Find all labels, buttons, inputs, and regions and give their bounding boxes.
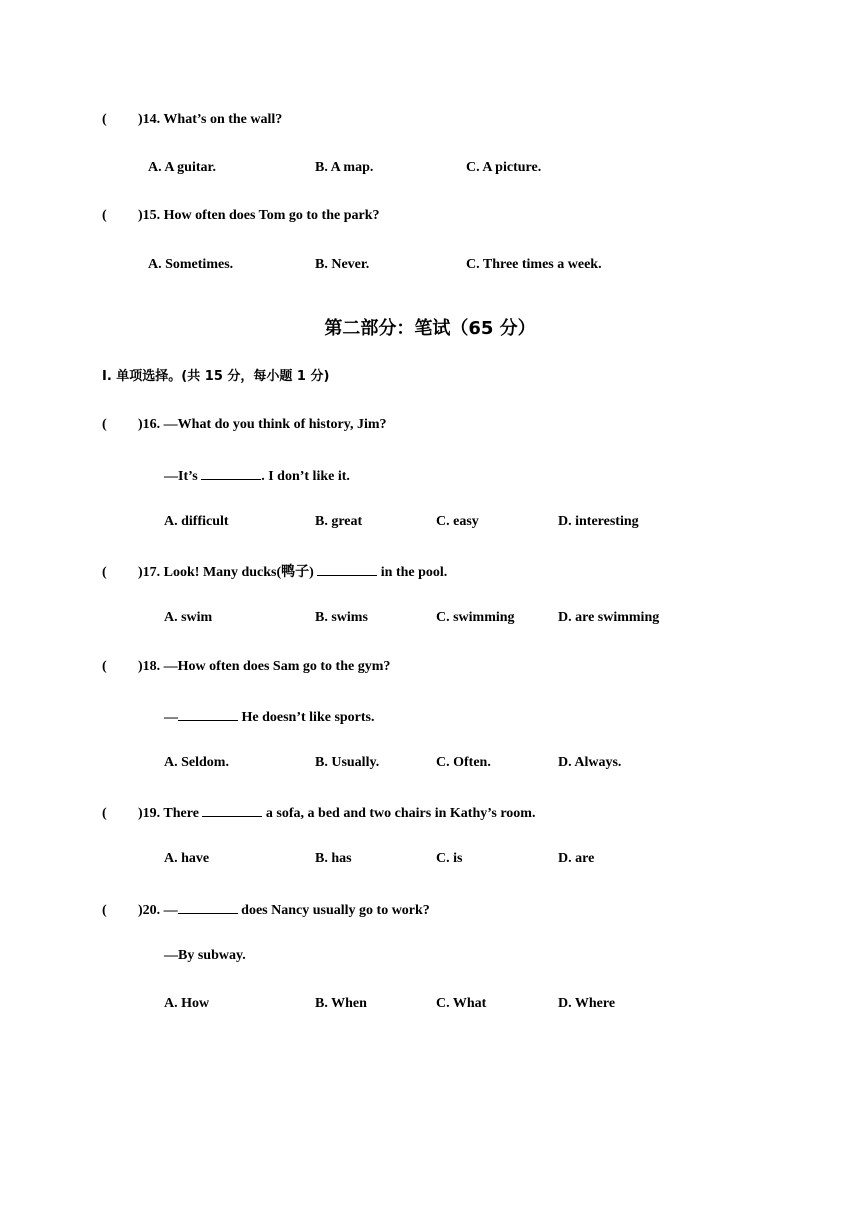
- option-b: B. great: [315, 514, 363, 529]
- question-18: [102, 658, 390, 676]
- question-stem: )15. How often does Tom go to the park?: [138, 208, 380, 223]
- option-b: B. When: [315, 996, 367, 1011]
- question-stem: )19. There: [138, 806, 203, 821]
- option-b: B. has: [315, 851, 352, 866]
- option-a: A. have: [164, 851, 210, 866]
- option-d: D. Where: [558, 996, 616, 1011]
- option-c: C. swimming: [436, 610, 515, 625]
- question-stem: in the pool.: [377, 565, 448, 580]
- option-c: C. A picture.: [466, 160, 542, 175]
- option-a: A. swim: [164, 610, 213, 625]
- question-19: [102, 802, 535, 823]
- option-c: C. is: [436, 851, 463, 866]
- answer-paren[interactable]: (: [102, 806, 107, 821]
- answer-blank[interactable]: [178, 899, 238, 914]
- question-stem: )14. What’s on the wall?: [138, 112, 283, 127]
- option-b: B. Usually.: [315, 755, 380, 770]
- option-a: A. Sometimes.: [148, 257, 234, 272]
- option-a: A. Seldom.: [164, 755, 229, 770]
- question-stem: does Nancy usually go to work?: [237, 903, 430, 918]
- answer-paren[interactable]: (: [102, 208, 107, 223]
- option-d: D. interesting: [558, 514, 639, 529]
- option-c: C. Often.: [436, 755, 491, 770]
- option-d: D. are: [558, 851, 595, 866]
- question-stem: a sofa, a bed and two chairs in Kathy’s room.: [262, 806, 536, 821]
- answer-blank[interactable]: [317, 561, 377, 576]
- option-a: A. A guitar.: [148, 160, 216, 175]
- option-c: C. easy: [436, 514, 479, 529]
- answer-blank[interactable]: [201, 465, 261, 480]
- option-c: C. Three times a week.: [466, 257, 602, 272]
- reply-text: —It’s: [164, 469, 202, 484]
- answer-paren[interactable]: (: [102, 417, 107, 432]
- question-18-reply: [164, 706, 375, 727]
- answer-paren[interactable]: (: [102, 565, 107, 580]
- answer-paren[interactable]: (: [102, 903, 107, 918]
- option-c: C. What: [436, 996, 487, 1011]
- option-b: B. Never.: [315, 257, 370, 272]
- question-stem: )20. —: [138, 903, 178, 918]
- answer-blank[interactable]: [178, 706, 238, 721]
- option-a: A. difficult: [164, 514, 229, 529]
- option-a: A. How: [164, 996, 210, 1011]
- answer-paren[interactable]: (: [102, 659, 107, 674]
- question-stem: )17. Look! Many ducks(鸭子): [138, 565, 318, 580]
- reply-text: —: [164, 710, 178, 725]
- reply-text: . I don’t like it.: [261, 469, 350, 484]
- question-16: [102, 416, 387, 434]
- question-20-reply: —By subway.: [164, 948, 246, 963]
- question-20: [102, 899, 430, 920]
- option-b: B. swims: [315, 610, 368, 625]
- question-15: [102, 207, 380, 225]
- reply-text: He doesn’t like sports.: [238, 710, 375, 725]
- option-d: D. Always.: [558, 755, 622, 770]
- question-14: [102, 111, 282, 129]
- answer-blank[interactable]: [202, 802, 262, 817]
- answer-paren[interactable]: (: [102, 112, 107, 127]
- part-two-title: 第二部分：笔试（65 分）: [324, 318, 536, 339]
- section-heading: I. 单项选择。(共 15 分，每小题 1 分): [102, 369, 330, 384]
- option-d: D. are swimming: [558, 610, 660, 625]
- question-16-reply: [164, 465, 350, 486]
- question-stem: )16. —What do you think of history, Jim?: [138, 417, 387, 432]
- option-b: B. A map.: [315, 160, 374, 175]
- question-17: [102, 561, 447, 582]
- question-stem: )18. —How often does Sam go to the gym?: [138, 659, 391, 674]
